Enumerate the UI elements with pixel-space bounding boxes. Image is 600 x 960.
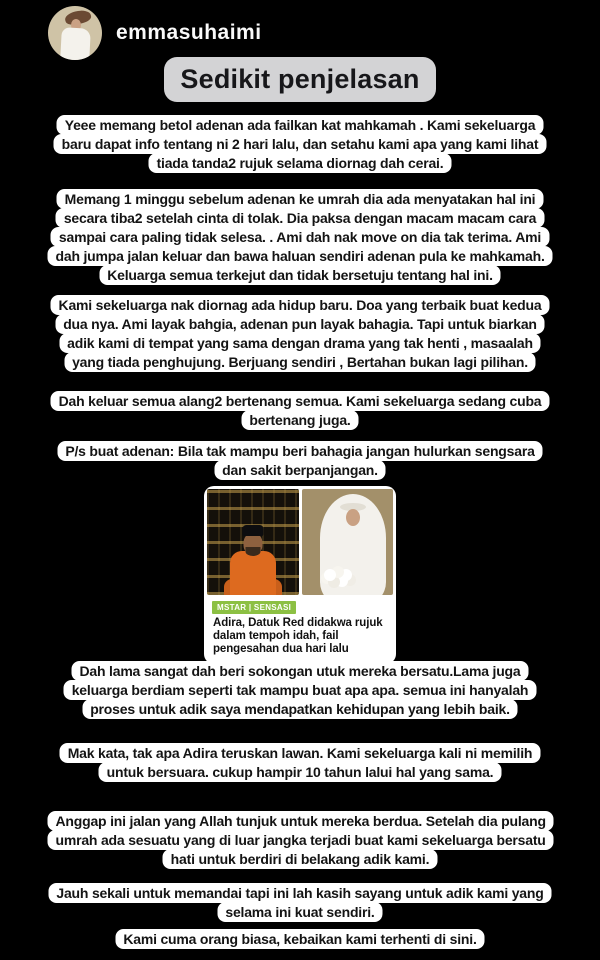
- source-badge: MSTAR | SENSASI: [212, 601, 296, 614]
- story-text-block-4: [48, 392, 553, 430]
- username[interactable]: emmasuhaimi: [116, 21, 262, 44]
- avatar-body: [60, 27, 91, 60]
- story-text-1: Yeee memang betol adenan ada failkan kat mahkamah . Kami sekeluarga baru dapat info tentang ni 2 hari lalu, dan setahu kami apa yang kami lihat tiada tanda2 rujuk selama diornag dah cerai.: [54, 115, 547, 173]
- story-text-2: Memang 1 minggu sebelum adenan ke umrah dia ada menyatakan hal ini secara tiba2 setelah cinta di tolak. Dia paksa dengan macam macam cara sampai cara paling tidak selesa. . Ami dah nak move on dia tak terima. Ami dah jumpa jalan keluar dan bawa haluan sendiri adenan pula ke mahkamah. Keluarga semua terkejut dan tidak bersetuju tentang hal ini.: [48, 189, 553, 285]
- bouquet: [324, 569, 336, 581]
- story-text-4: Dah keluar semua alang2 bertenang semua. Kami sekeluarga sedang cuba bertenang juga.: [51, 391, 550, 430]
- story-text-7: Mak kata, tak apa Adira teruskan lawan. Kami sekeluarga kali ni memilih untuk bersuara. cukup hampir 10 tahun lalui hal yang sama.: [60, 743, 541, 782]
- bride-photo: [302, 489, 394, 595]
- story-text-block-7: [48, 744, 553, 782]
- title-wrap: [0, 57, 600, 102]
- story-header: [48, 6, 262, 60]
- story-text-block-9: [48, 884, 553, 922]
- news-article-card[interactable]: [204, 486, 396, 664]
- story-text-6: Dah lama sangat dah beri sokongan utuk mereka bersatu.Lama juga keluarga berdiam seperti tak mampu buat apa apa. semua ini hanyalah proses untuk adik saya mendapatkan kehidupan yang lebih baik.: [64, 661, 537, 719]
- avatar[interactable]: [48, 6, 102, 60]
- story-text-block-10: [48, 930, 553, 949]
- story-text-block-8: [48, 812, 553, 869]
- story-text-block-2: [48, 190, 553, 285]
- songkok-hat: [242, 525, 263, 536]
- story-text-block-5: [48, 442, 553, 480]
- story-text-3: Kami sekeluarga nak diornag ada hidup baru. Doa yang terbaik buat kedua dua nya. Ami layak bahgia, adenan pun layak bahagia. Tapi untuk biarkan adik kami di tempat yang sama dengan drama yang tak henti , masaalah yang tiada penghujung. Berjuang sendiri , Bertahan bukan lagi pilihan.: [51, 295, 550, 372]
- story-text-5: P/s buat adenan: Bila tak mampu beri bahagia jangan hulurkan sengsara dan sakit berpanjangan.: [57, 441, 542, 480]
- story-text-10: Kami cuma orang biasa, kebaikan kami terhenti di sini.: [115, 929, 484, 949]
- story-text-8: Anggap ini jalan yang Allah tunjuk untuk mereka berdua. Setelah dia pulang umrah ada sesuatu yang di luar jangka terjadi buat kami sekeluarga bersatu hati untuk berdiri di belakang adik kami.: [48, 811, 554, 869]
- story-text-9: Jauh sekali untuk memandai tapi ini lah kasih sayang untuk adik kami yang selama ini kuat sendiri.: [48, 883, 551, 922]
- page-title: Sedikit penjelasan: [164, 57, 435, 102]
- story-text-block-3: [48, 296, 553, 372]
- news-photos: [204, 486, 396, 595]
- groom-photo: [207, 489, 299, 595]
- story-text-block-1: [48, 116, 553, 173]
- story-text-block-6: [48, 662, 553, 719]
- groom-beard: [245, 547, 260, 556]
- news-headline: Adira, Datuk Red didakwa rujuk dalam tempoh idah, fail pengesahan dua hari lalu: [213, 617, 383, 655]
- bride-face: [346, 509, 360, 526]
- groom-torso: [230, 551, 276, 595]
